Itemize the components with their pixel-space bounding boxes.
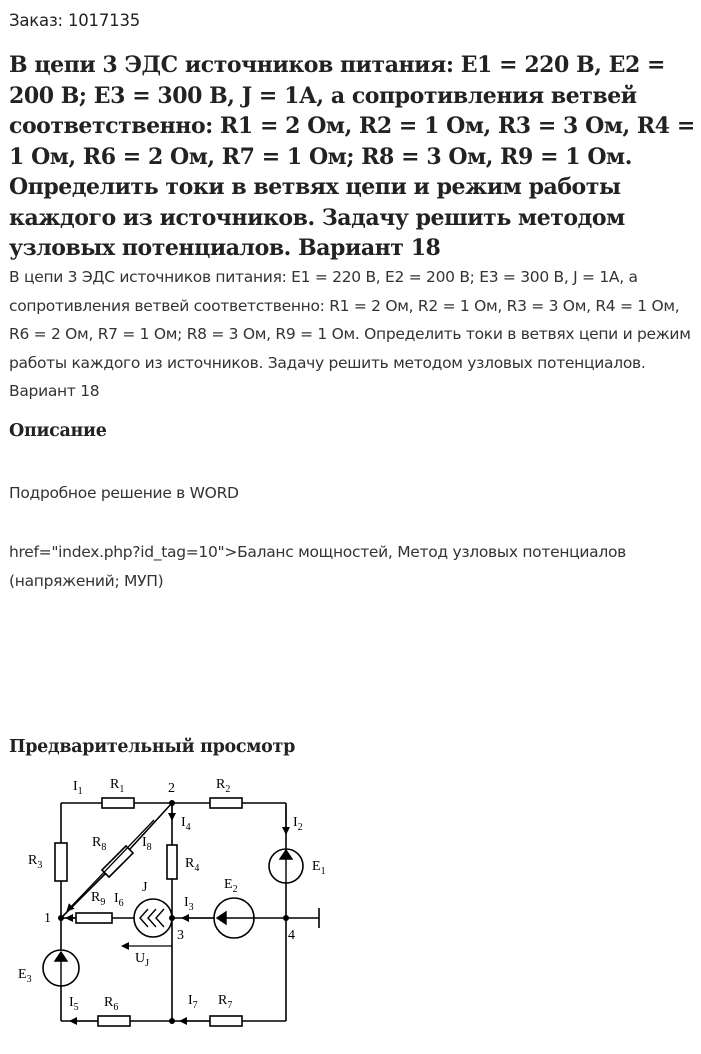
label-r6: $R_6$ bbox=[104, 995, 119, 1013]
resistor-r9 bbox=[76, 913, 112, 923]
label-e1: $E_1$ bbox=[312, 859, 326, 877]
label-r8: $R_8$ bbox=[92, 835, 107, 853]
circuit-components bbox=[43, 798, 303, 1026]
junction-dots bbox=[58, 800, 289, 1024]
preview-heading: Предварительный просмотр bbox=[9, 737, 296, 757]
description-text: Подробное решение в WORD bbox=[9, 484, 239, 502]
label-i5: $I_5$ bbox=[69, 995, 79, 1013]
label-node1: 1 bbox=[44, 911, 51, 926]
label-r1: $R_1$ bbox=[110, 777, 125, 795]
order-header bbox=[9, 11, 140, 30]
label-r2: $R_2$ bbox=[216, 777, 231, 795]
resistor-r4 bbox=[167, 845, 177, 879]
label-i4: $I_4$ bbox=[181, 815, 191, 833]
resistor-r1 bbox=[102, 798, 134, 808]
label-i8: $I_8$ bbox=[142, 835, 152, 853]
label-r9: $R_9$ bbox=[91, 890, 106, 908]
label-node3: 3 bbox=[177, 928, 184, 943]
resistor-r3 bbox=[55, 843, 67, 881]
resistor-r8 bbox=[102, 846, 133, 877]
label-e3: $E_3$ bbox=[18, 967, 32, 985]
label-node4: 4 bbox=[288, 928, 295, 943]
description-heading: Описание bbox=[9, 421, 107, 441]
label-i2: $I_2$ bbox=[293, 815, 303, 833]
resistor-r2 bbox=[210, 798, 242, 808]
label-r7: $R_7$ bbox=[218, 993, 233, 1011]
order-label: Заказ: bbox=[9, 11, 63, 30]
task-summary: В цепи 3 ЭДС источников питания: E1 = 220 В, E2 = 200 В; E3 = 300 В, J = 1А, а сопротивления ветвей соответственно: R1 = 2 Ом, R2 = 1 Ом, R3 = 3 Ом, R4 = 1 Ом, R6 = 2 Ом, R7 = 1 Ом; R8 = 3 Ом, R9 = 1 Ом. Определить токи в ветвях цепи и режим работы каждого из источников. Задачу решить методом узловых потенциалов. Вариант 18 bbox=[9, 268, 691, 400]
label-j: J bbox=[142, 880, 148, 895]
label-e2: $E_2$ bbox=[224, 877, 238, 895]
resistor-r7 bbox=[210, 1016, 242, 1026]
label-r4: $R_4$ bbox=[185, 856, 200, 874]
description-tags: href="index.php?id_tag=10">Баланс мощностей, Метод узловых потенциалов (напряжений; МУП) bbox=[9, 543, 626, 590]
label-i1: $I_1$ bbox=[73, 779, 83, 797]
circuit-diagram bbox=[14, 768, 344, 1054]
label-uj: $U_J$ bbox=[135, 951, 150, 969]
task-title: В цепи 3 ЭДС источников питания: E1 = 220 В, E2 = 200 В; E3 = 300 В, J = 1А, а сопротивления ветвей соответственно: R1 = 2 Ом, R2 = 1 Ом, R3 = 3 Ом, R4 = 1 Ом, R6 = 2 Ом, R7 = 1 Ом; R8 = 3 Ом, R9 = 1 Ом. Определить токи в ветвях цепи и режим работы каждого из источников. Задачу решить методом узловых потенциалов. Вариант 18 bbox=[9, 52, 695, 261]
label-node2: 2 bbox=[168, 781, 175, 796]
label-i3: $I_3$ bbox=[184, 895, 194, 913]
label-i6: $I_6$ bbox=[114, 891, 124, 909]
label-r3: $R_3$ bbox=[28, 853, 43, 871]
label-i7: $I_7$ bbox=[188, 993, 198, 1011]
resistor-r6 bbox=[98, 1016, 130, 1026]
order-number: 1017135 bbox=[67, 11, 141, 30]
